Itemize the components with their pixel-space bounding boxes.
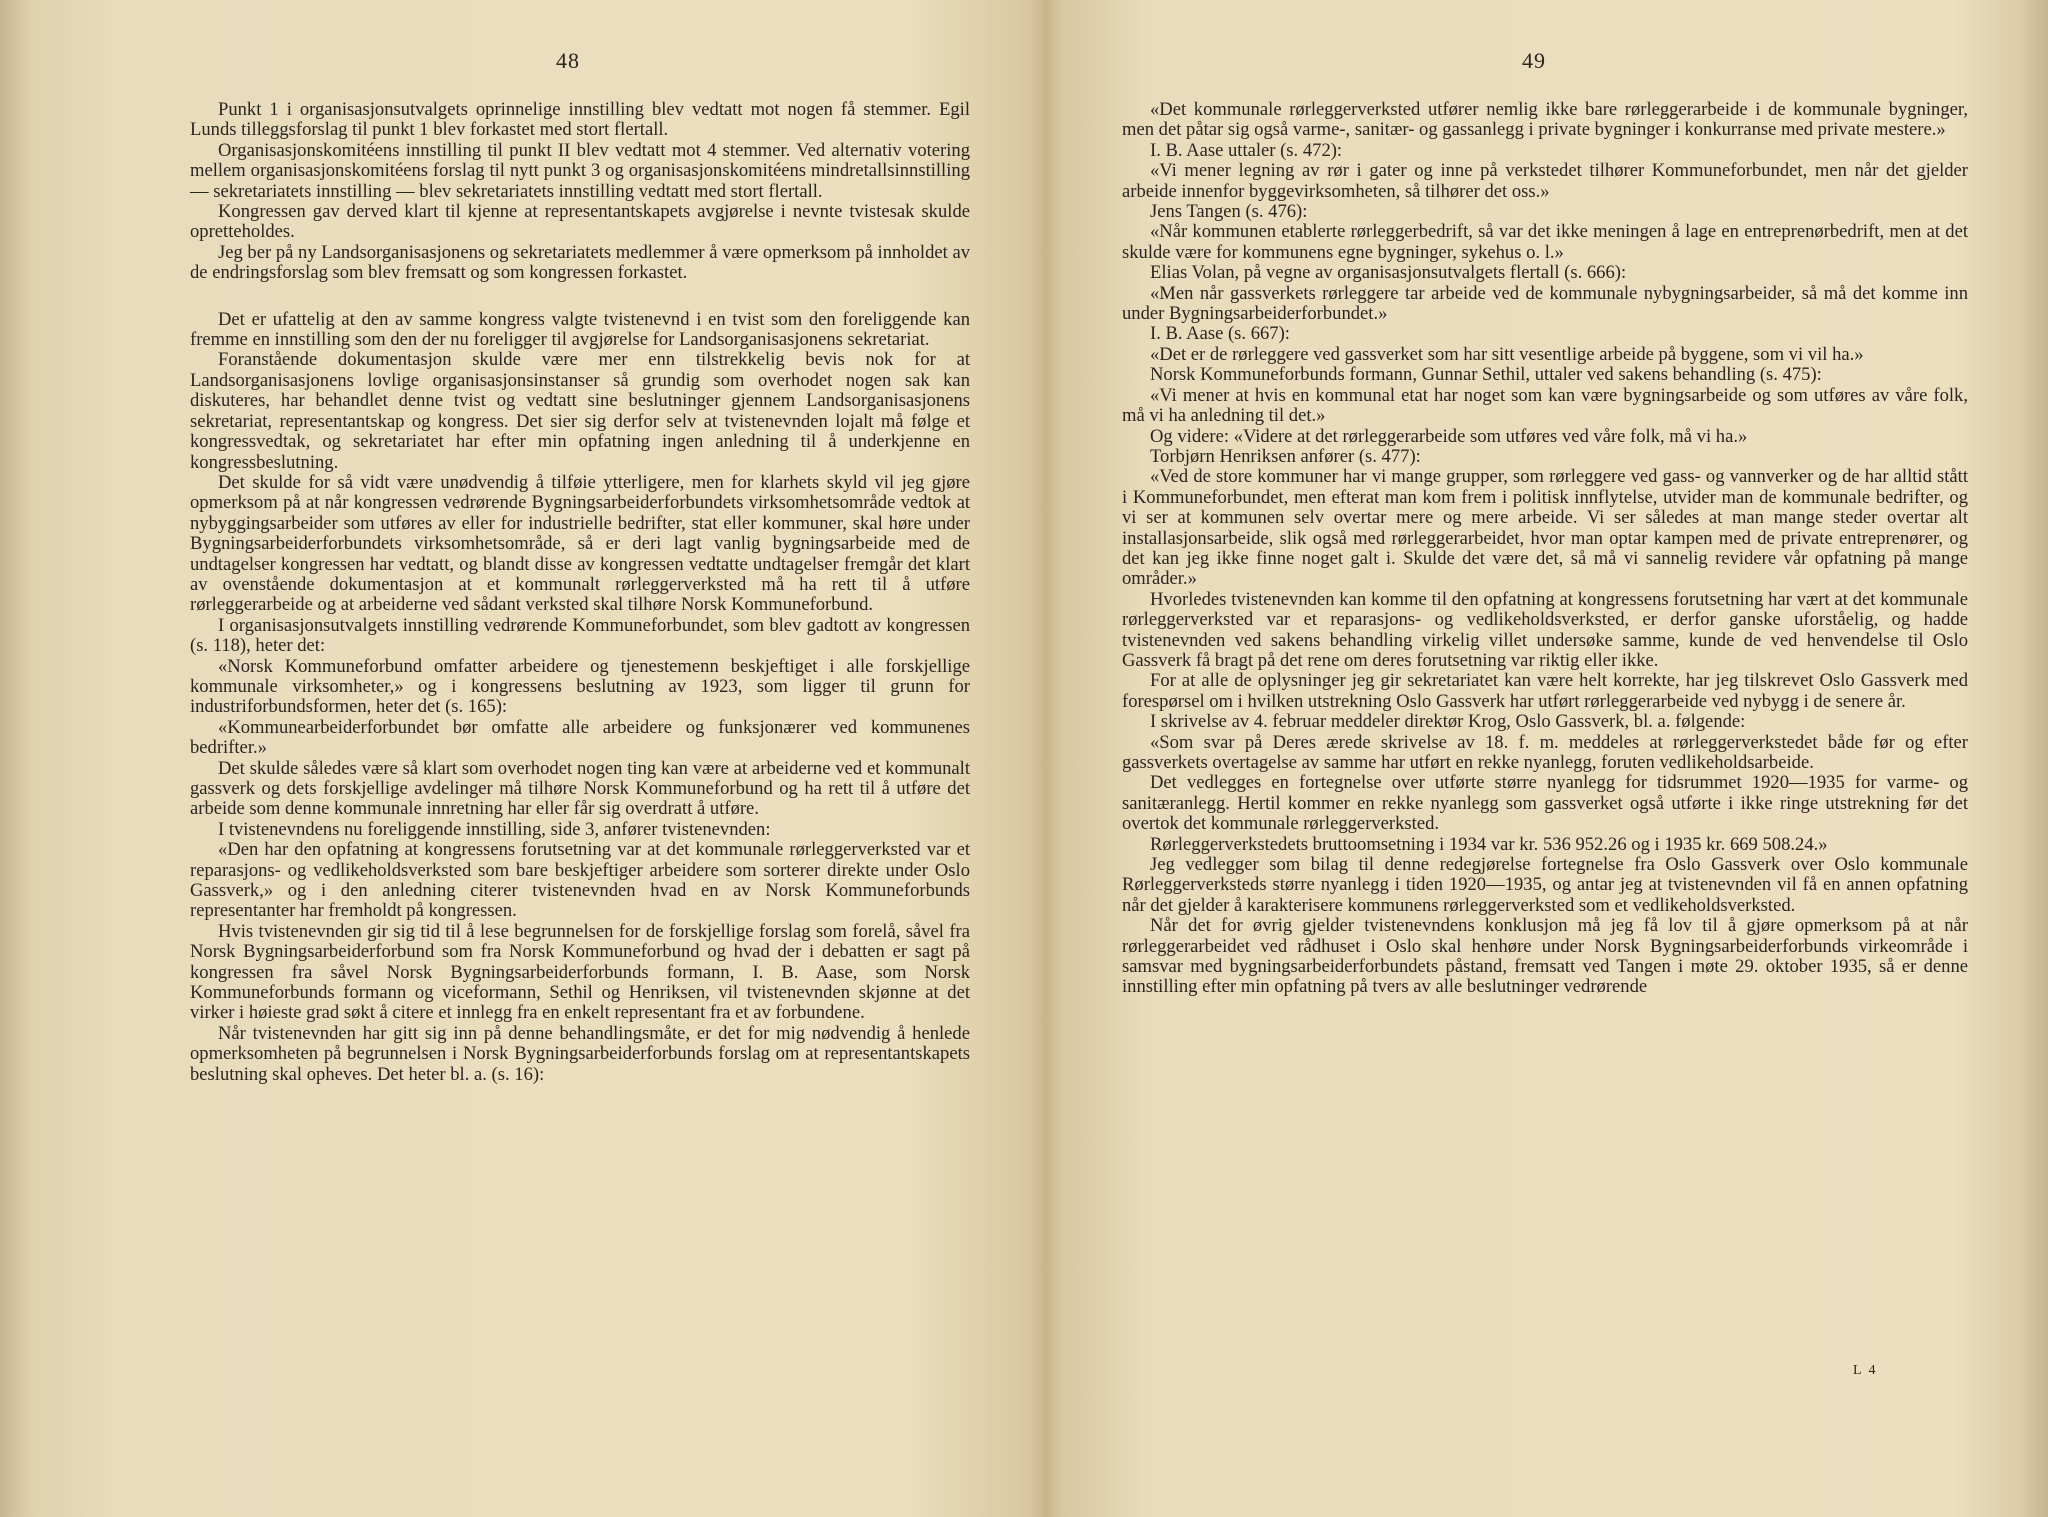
paragraph: Og videre: «Videre at det rørleggerarbeide som utføres ved våre folk, må vi ha.» xyxy=(1150,425,1748,447)
paragraph: «Men når gassverkets rørleggere tar arbeide ved de kommunale nybygningsarbeider, så må det komme inn under Bygningsarbeiderforbundet.» xyxy=(1122,282,1968,325)
paragraph: Kongressen gav derved klart til kjenne at representantskapets avgjørelse i nevnte tvistesak skulde opretteholdes. xyxy=(190,201,970,243)
paragraph: Foranstående dokumentasjon skulde være mer enn tilstrekkelig bevis nok for at Landsorganisasjonens lovlige organisasjonsinstanser så grundig som overhodet nogen sak kan diskuteres, har behandlet denne tvist og vedtatt sine beslutninger gjennem Landsorganisasjonens sekretariat, representantskap og kongress. Det sier sig derfor selv at tvistenevnden lojalt må følge et kongressvedtak, og sekretariatet har efter min opfatning ingen anledning til å underkjenne en kongressbeslutning. xyxy=(190,349,970,473)
paragraph: I. B. Aase (s. 667): xyxy=(1150,323,1290,345)
paragraph: «Kommunearbeiderforbundet bør omfatte alle arbeidere og funksjonærer ved kommunenes bedrifter.» xyxy=(190,716,970,759)
paragraph: «Det er de rørleggere ved gassverket som har sitt vesentlige arbeide på byggene, som vi vil ha.» xyxy=(1150,343,1864,365)
paragraph: «Når kommunen etablerte rørleggerbedrift, så var det ikke meningen å lage en entreprenørbedrift, men at det skulde være for kommunens egne bygninger, sykehus o. l.» xyxy=(1122,221,1968,263)
paragraph: I skrivelse av 4. februar meddeler direktør Krog, Oslo Gassverk, bl. a. følgende: xyxy=(1150,711,1746,733)
paragraph: Elias Volan, på vegne av organisasjonsutvalgets flertall (s. 666): xyxy=(1150,262,1627,284)
paragraph: Hvis tvistenevnden gir sig tid til å lese begrunnelsen for de forskjellige forslag som forelå, såvel fra Norsk Bygningsarbeiderforbund som fra Norsk Kommuneforbund og hvad der i debatten er sagt på kongressen fra såvel Norsk Bygningsarbeiderforbunds formann, I. B. Aase, som Norsk Kommuneforbunds formann og viceformann, Sethil og Henriksen, vil tvistenevnden skjønne at det virker i høieste grad søkt å citere et innlegg fra en enkelt representant fra et av forbundene. xyxy=(190,920,970,1024)
paragraph: Jeg vedlegger som bilag til denne redegjørelse fortegnelse fra Oslo Gassverk over Oslo kommunale Rørleggerverksteds større nyanlegg i tiden 1920—1935, og antar jeg at tvistenevnden vil få en annen opfatning når det gjelder å karakterisere kommunens rørleggerverksted som et vedlikeholdsverksted. xyxy=(1122,854,1968,916)
paragraph: Punkt 1 i organisasjonsutvalgets oprinnelige innstilling blev vedtatt mot nogen få stemmer. Egil Lunds tilleggsforslag til punkt 1 blev forkastet med stort flertall. xyxy=(190,99,970,141)
paragraph: Når det for øvrig gjelder tvistenevndens konklusjon må jeg få lov til å gjøre opmerksom på at når rørleggerarbeidet ved rådhuset i Oslo skal henhøre under Norsk Bygningsarbeiderforbunds virkeområde i samsvar med bygningsarbeiderforbundets påstand, fremsatt ved Tangen i møte 29. oktober 1935, så er denne innstilling efter min opfatning på tvers av alle beslutninger vedrørende xyxy=(1122,915,1968,998)
page-body xyxy=(190,100,970,1085)
paragraph: «Ved de store kommuner har vi mange grupper, som rørleggere ved gass- og vannverker og de har alltid stått i Kommuneforbundet, men efterat man kom frem i politisk innflytelse, utvider man de kommunale bedrifter, og vi ser at kommunen selv overtar mere og mere arbeide. Vi ser således at man mange steder overtar alt installasjonsarbeide, slik også med rørleggerarbeidet, hvor man optar kampen med de private entreprenører, og det kan jeg ikke finne noget galt i. Skulde det være det, så må vi sannelig revidere vår opfatning på mange områder.» xyxy=(1122,466,1968,590)
signature-mark: L 4 xyxy=(1853,1363,1878,1378)
paragraph: «Vi mener at hvis en kommunal etat har noget som kan være bygningsarbeide og som utføres av våre folk, må vi ha anledning til det.» xyxy=(1122,384,1968,427)
paragraph: For at alle de oplysninger jeg gir sekretariatet kan være helt korrekte, har jeg tilskrevet Oslo Gassverk med forespørsel om i hvilken utstrekning Oslo Gassverk har utført rørleggerarbeide ved nybygg i de senere år. xyxy=(1122,670,1968,712)
paragraph: Det er ufattelig at den av samme kongress valgte tvistenevnd i en tvist som den foreliggende kan fremme en innstilling som den der nu foreligger til avgjørelse for Landsorganisasjonens sekretariat. xyxy=(190,308,970,351)
right-page xyxy=(1048,0,2048,1517)
paragraph: «Vi mener legning av rør i gater og inne på verkstedet tilhører Kommuneforbundet, men når det gjelder arbeide innenfor byggevirksomheten, så tilhører det oss.» xyxy=(1122,160,1968,202)
page-number: 49 xyxy=(1522,48,1546,73)
paragraph: Det skulde således være så klart som overhodet nogen ting kan være at arbeiderne ved et kommunalt gassverk og dets forskjellige avdelinger må tilhøre Norsk Kommuneforbund og ha rett til å utføre det arbeide som denne kommunale innretning har eller får sig overdratt å utføre. xyxy=(190,757,970,820)
paragraph: Norsk Kommuneforbunds formann, Gunnar Sethil, uttaler ved sakens behandling (s. 475): xyxy=(1150,364,1822,386)
page-body xyxy=(1122,100,1968,998)
paragraph: «Den har den opfatning at kongressens forutsetning var at det kommunale rørleggerverksted var et reparasjons- og vedlikeholdsverksted som bare beskjeftiger arbeidere som sorterer direkte under Oslo Gassverk,» og i den anledning citerer tvistenevnden hvad en av Norsk Kommuneforbunds representanter har fremholdt på kongressen. xyxy=(190,839,970,922)
paragraph: Torbjørn Henriksen anfører (s. 477): xyxy=(1150,445,1421,467)
paragraph: I organisasjonsutvalgets innstilling vedrørende Kommuneforbundet, som blev gadtott av kongressen (s. 118), heter det: xyxy=(190,614,970,657)
paragraph: Det skulde for så vidt være unødvendig å tilføie ytterligere, men for klarhets skyld vil jeg gjøre opmerksom på at når kongressen vedrørende Bygningsarbeiderforbundets virksomhetsområde vedtok at nybyggingsarbeider som utføres av eller for industrielle bedrifter, stat eller kommuner, skal høre under Bygningsarbeiderforbundets virksomhetsområde, så er deri lagt vanlig bygningsarbeide med de undtagelser kongressen har vedtatt, og blandt disse av kongressen vedtatte undtagelser fremgår det klart av ovenstående dokumentasjon at et kommunalt rørleggerverksted må ha rett til å utføre rørleggerarbeide og at arbeiderne ved sådant verksted skal tilhøre Norsk Kommuneforbund. xyxy=(190,471,970,616)
paragraph: I tvistenevndens nu foreliggende innstilling, side 3, anfører tvistenevnden: xyxy=(218,818,771,840)
paragraph: I. B. Aase uttaler (s. 472): xyxy=(1150,139,1343,161)
paragraph: «Det kommunale rørleggerverksted utfører nemlig ikke bare rørleggerarbeide i de kommunale bygninger, men det påtar sig også varme-, sanitær- og gassanlegg i private bygninger i konkurranse med private mestere.» xyxy=(1122,99,1968,141)
paragraph: Organisasjonskomitéens innstilling til punkt II blev vedtatt mot 4 stemmer. Ved alternativ votering mellem organisasjonskomitéens forslag til nytt punkt 3 og organisasjonskomitéens mindretallsinnstilling — sekretariatets innstilling — blev sekretariatets innstilling vedtatt med stort flertall. xyxy=(190,139,970,202)
paragraph: Jens Tangen (s. 476): xyxy=(1150,201,1308,223)
paragraph: «Som svar på Deres ærede skrivelse av 18. f. m. meddeles at rørleggerverkstedet både før og efter gassverkets overtagelse av samme har utført en rekke nyanlegg, foruten vedlikeholdsarbeide. xyxy=(1122,731,1968,773)
paragraph: Hvorledes tvistenevnden kan komme til den opfatning at kongressens forutsetning har vært at det kommunale rørleggerverksted var et reparasjons- og vedlikeholdsverksted, er derfor ganske uforståelig, og hadde tvistenevnden ved sakens behandling virkelig villet undersøke samme, kunde de ved henvendelse til Oslo Gassverk få bragt på det rene om deres forutsetning var riktig eller ikke. xyxy=(1122,588,1968,671)
paragraph: Det vedlegges en fortegnelse over utførte større nyanlegg for tidsrummet 1920—1935 for varme- og sanitæranlegg. Hertil kommer en rekke nyanlegg som gassverket også utførte i ikke ringe utstrekning før det overtok det kommunale rørleggerverksted. xyxy=(1122,772,1968,835)
paragraph: Rørleggerverkstedets bruttoomsetning i 1934 var kr. 536 952.26 og i 1935 kr. 669 508.24.» xyxy=(1150,833,1828,855)
paragraph: «Norsk Kommuneforbund omfatter arbeidere og tjenestemenn beskjeftiget i alle forskjellige kommunale virksomheter,» og i kongressens beslutning av 1923, som ligger til grunn for industriforbundsformen, heter det (s. 165): xyxy=(190,655,970,718)
paragraph: Når tvistenevnden har gitt sig inn på denne behandlingsmåte, er det for mig nødvendig å henlede opmerksomheten på begrunnelsen i Norsk Bygningsarbeiderforbunds forslag om at representantskapets beslutning skal opheves. Det heter bl. a. (s. 16): xyxy=(190,1022,970,1085)
page-number: 48 xyxy=(556,48,580,73)
paragraph: Jeg ber på ny Landsorganisasjonens og sekretariatets medlemmer å være opmerksom på innholdet av de endringsforslag som blev fremsatt og som kongressen forkastet. xyxy=(190,241,970,284)
